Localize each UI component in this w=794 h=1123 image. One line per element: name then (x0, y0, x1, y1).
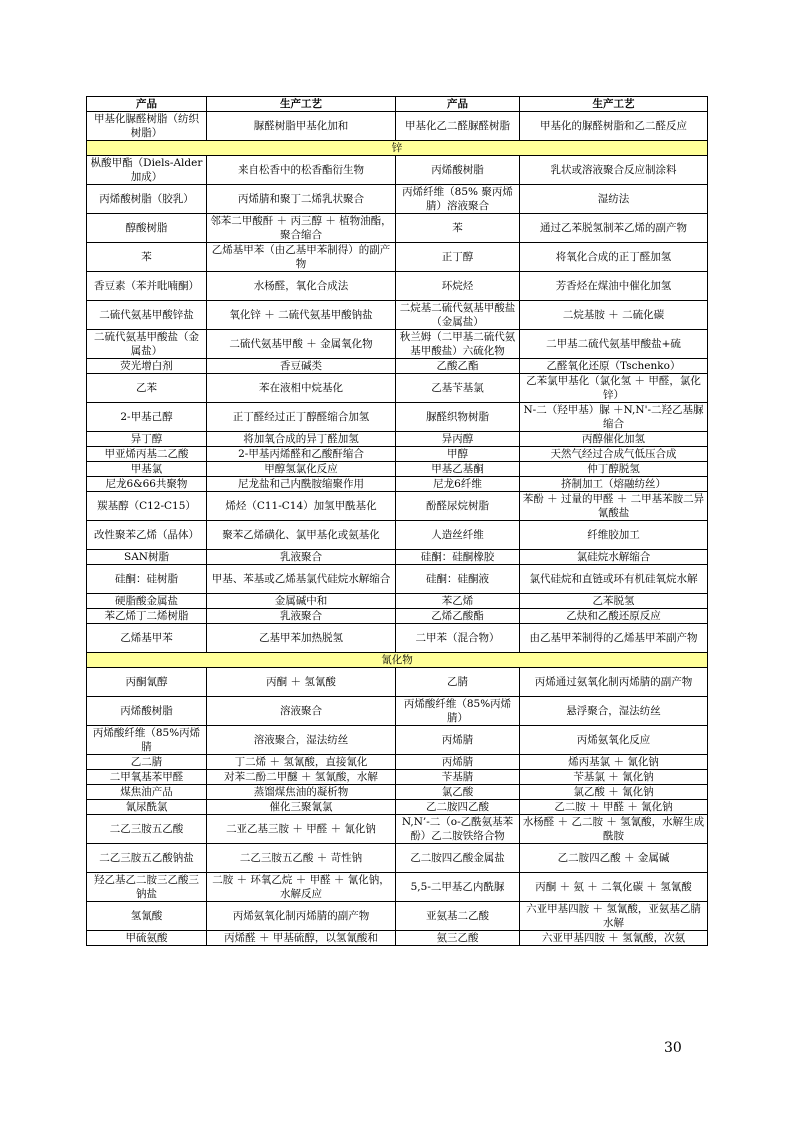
process-cell: 乙二胺四乙酸 ＋ 金属碱 (520, 844, 708, 873)
process-cell: 乙醛氧化还原（Tschenko） (520, 359, 708, 374)
product-cell: 乙烯乙酸酯 (396, 609, 520, 624)
process-cell: 烯烃（C11-C14）加氢甲酰基化 (207, 492, 396, 521)
table-row (87, 330, 708, 359)
product-cell: SAN树脂 (87, 550, 207, 565)
product-cell: 氨三乙酸 (396, 931, 520, 946)
product-cell: 醇酸树脂 (87, 214, 207, 243)
product-cell: 二乙三胺五乙酸钠盐 (87, 844, 207, 873)
product-cell: 5,5-二甲基乙内酰脲 (396, 873, 520, 902)
process-cell: 由乙基甲苯制得的乙烯基甲苯副产物 (520, 624, 708, 653)
process-cell: 六亚甲基四胺 ＋ 氢氰酸，次氨 (520, 931, 708, 946)
process-cell: 乳液聚合 (207, 609, 396, 624)
product-cell: 二甲苯（混合物） (396, 624, 520, 653)
table-row (87, 403, 708, 432)
product-cell: 苯乙烯丁二烯树脂 (87, 609, 207, 624)
product-cell: 改性聚苯乙烯（晶体） (87, 521, 207, 550)
table-row (87, 156, 708, 185)
process-cell: 二胺 ＋ 环氧乙烷 ＋ 甲醛 ＋ 氰化钠，水解反应 (207, 873, 396, 902)
product-cell: 苯 (87, 243, 207, 272)
table-header-row (87, 97, 708, 112)
product-cell: 硅酮：硅酮橡胶 (396, 550, 520, 565)
section-row (87, 653, 708, 668)
process-cell: 乙基甲苯加热脱氢 (207, 624, 396, 653)
product-cell: 丙烯酸树脂 (396, 156, 520, 185)
process-cell: 金属碱中和 (207, 594, 396, 609)
process-cell: 苯在液相中烷基化 (207, 374, 396, 403)
product-cell: 丙烯酸树脂（胶乳） (87, 185, 207, 214)
process-cell: 纤维胶加工 (520, 521, 708, 550)
table-row (87, 359, 708, 374)
process-cell: 氯硅烷水解缩合 (520, 550, 708, 565)
table-row (87, 477, 708, 492)
process-cell: 溶液聚合 (207, 697, 396, 726)
header-product-2: 产品 (396, 97, 520, 112)
product-cell: 氯乙酸 (396, 785, 520, 800)
product-cell: 酚醛尿烷树脂 (396, 492, 520, 521)
table-row (87, 755, 708, 770)
product-cell: 乙二腈 (87, 755, 207, 770)
process-cell: 乳液聚合 (207, 550, 396, 565)
process-cell: 水杨醛 ＋ 乙二胺 ＋ 氢氰酸，水解生成酰胺 (520, 815, 708, 844)
table-row (87, 243, 708, 272)
table-row (87, 301, 708, 330)
process-cell: 尼龙盐和己内酰胺缩聚作用 (207, 477, 396, 492)
process-cell: 二硫代氨基甲酸 ＋ 金属氧化物 (207, 330, 396, 359)
product-cell: 秋兰姆（二甲基二硫代氨基甲酸盐）六硫化物 (396, 330, 520, 359)
product-cell: 香豆素（苯并吡喃酮） (87, 272, 207, 301)
product-cell: 甲硫氨酸 (87, 931, 207, 946)
product-cell: 异丙醇 (396, 432, 520, 447)
process-cell: 将氧化合成的正丁醛加氢 (520, 243, 708, 272)
product-cell: 亚氨基二乙酸 (396, 902, 520, 931)
product-cell: 荧光增白剂 (87, 359, 207, 374)
process-cell: 乙二胺 ＋ 甲醛 ＋ 氰化钠 (520, 800, 708, 815)
table-row (87, 374, 708, 403)
table-row (87, 214, 708, 243)
table-row (87, 550, 708, 565)
process-cell: 溶液聚合，湿法纺丝 (207, 726, 396, 755)
process-cell: 悬浮聚合，湿法纺丝 (520, 697, 708, 726)
product-cell: 丙酮氰醇 (87, 668, 207, 697)
product-cell: 苄基腈 (396, 770, 520, 785)
process-cell: 乳状或溶液聚合反应制涂料 (520, 156, 708, 185)
product-cell: 异丁醇 (87, 432, 207, 447)
process-cell: 催化三聚氰氯 (207, 800, 396, 815)
section-label: 锌 (87, 141, 708, 156)
product-cell: 二硫代氨基甲酸盐（金属盐） (87, 330, 207, 359)
process-cell: 氯代硅烷和直链或环有机硅氧烷水解 (520, 565, 708, 594)
product-cell: 丙烯酸树脂 (87, 697, 207, 726)
product-cell: 煤焦油产品 (87, 785, 207, 800)
product-cell: 硬脂酸金属盐 (87, 594, 207, 609)
table-row (87, 785, 708, 800)
process-cell: 丙烯氨氧化制丙烯腈的副产物 (207, 902, 396, 931)
product-cell: 羟乙基乙二胺三乙酸三钠盐 (87, 873, 207, 902)
process-cell: 乙苯氯甲基化（氯化氢 ＋ 甲醛，氯化锌） (520, 374, 708, 403)
section-row (87, 141, 708, 156)
product-cell: 乙酸乙酯 (396, 359, 520, 374)
process-cell: 仲丁醇脱氢 (520, 462, 708, 477)
section-label: 氰化物 (87, 653, 708, 668)
table-row (87, 873, 708, 902)
header-process-1: 生产工艺 (207, 97, 396, 112)
process-cell: 乙烯基甲苯（由乙基甲苯制得）的副产物 (207, 243, 396, 272)
table-row (87, 770, 708, 785)
process-cell: N-二（羟甲基）脲 ＋N,N'-二羟乙基脲缩合 (520, 403, 708, 432)
product-cell: 氢氰酸 (87, 902, 207, 931)
process-cell: 苄基氯 ＋ 氰化钠 (520, 770, 708, 785)
product-cell: 甲醇 (396, 447, 520, 462)
process-cell: 甲基、苯基或乙烯基氯代硅烷水解缩合 (207, 565, 396, 594)
process-cell: 2-甲基丙烯醛和乙酸酐缩合 (207, 447, 396, 462)
process-cell: 丙醇催化加氢 (520, 432, 708, 447)
table-row (87, 902, 708, 931)
process-cell: 丙烯通过氨氧化制丙烯腈的副产物 (520, 668, 708, 697)
table-row (87, 624, 708, 653)
process-cell: 二乙三胺五乙酸 ＋ 苛性钠 (207, 844, 396, 873)
process-cell: 苯酚 ＋ 过量的甲醛 ＋ 二甲基苯胺二异氰酸盐 (520, 492, 708, 521)
table-row (87, 185, 708, 214)
table-row (87, 815, 708, 844)
process-cell: 香豆碱类 (207, 359, 396, 374)
product-cell: 乙基苄基氯 (396, 374, 520, 403)
table-body (87, 112, 708, 946)
process-cell: 氯乙酸 ＋ 氰化钠 (520, 785, 708, 800)
process-cell: 邻苯二甲酸酐 ＋ 丙三醇 ＋ 植物油酯，聚合缩合 (207, 214, 396, 243)
product-cell: 正丁醇 (396, 243, 520, 272)
product-cell: 二乙三胺五乙酸 (87, 815, 207, 844)
process-cell: 甲基化的脲醛树脂和乙二醛反应 (520, 112, 708, 141)
table-row (87, 432, 708, 447)
process-cell: 丁二烯 ＋ 氢氰酸，直接氰化 (207, 755, 396, 770)
product-cell: 甲亚烯丙基二乙酸 (87, 447, 207, 462)
table-row (87, 112, 708, 141)
product-cell: 二烷基二硫代氨基甲酸盐（金属盐） (396, 301, 520, 330)
table-row (87, 594, 708, 609)
product-cell: 甲基化脲醛树脂（纺织树脂） (87, 112, 207, 141)
table-row (87, 726, 708, 755)
product-cell: 乙苯 (87, 374, 207, 403)
process-cell: 挤制加工（熔融纺丝） (520, 477, 708, 492)
product-cell: 乙二胺四乙酸金属盐 (396, 844, 520, 873)
table-row (87, 521, 708, 550)
process-cell: 丙烯醛 ＋ 甲基硫醇，以氢氰酸和 (207, 931, 396, 946)
table-row (87, 272, 708, 301)
process-cell: 将加氧合成的异丁醛加氢 (207, 432, 396, 447)
product-cell: 苯 (396, 214, 520, 243)
table-row (87, 492, 708, 521)
table-row (87, 931, 708, 946)
process-cell: 通过乙苯脱氢制苯乙烯的副产物 (520, 214, 708, 243)
process-cell: 二烷基胺 ＋ 二硫化碳 (520, 301, 708, 330)
product-cell: 丙烯酸纤维（85%丙烯腈） (396, 697, 520, 726)
process-cell: 正丁醛经过正丁醇醛缩合加氢 (207, 403, 396, 432)
product-cell: 尼龙6纤维 (396, 477, 520, 492)
process-cell: 二甲基二硫代氨基甲酸盐+硫 (520, 330, 708, 359)
process-cell: 丙酮 ＋ 氨 ＋ 二氧化碳 ＋ 氢氰酸 (520, 873, 708, 902)
product-cell: 环烷烃 (396, 272, 520, 301)
product-process-table (86, 96, 708, 946)
process-cell: 丙烯腈和聚丁二烯乳状聚合 (207, 185, 396, 214)
process-cell: 湿纺法 (520, 185, 708, 214)
table-row (87, 462, 708, 477)
table-row (87, 800, 708, 815)
table-row (87, 844, 708, 873)
process-cell: 乙苯脱氢 (520, 594, 708, 609)
process-cell: 对苯二酚二甲醚 ＋ 氢氰酸，水解 (207, 770, 396, 785)
process-cell: 丙酮 ＋ 氢氰酸 (207, 668, 396, 697)
process-cell: 脲醛树脂甲基化加和 (207, 112, 396, 141)
product-cell: 硅酮：硅酮液 (396, 565, 520, 594)
product-cell: 硅酮：硅树脂 (87, 565, 207, 594)
product-cell: 枞酸甲酯（Diels-Alder加成） (87, 156, 207, 185)
product-cell: 苯乙烯 (396, 594, 520, 609)
product-cell: 羰基醇（C12-C15） (87, 492, 207, 521)
process-cell: 烯丙基氯 ＋ 氰化钠 (520, 755, 708, 770)
table-row (87, 668, 708, 697)
product-cell: 尼龙6&66共聚物 (87, 477, 207, 492)
process-cell: 丙烯氨氧化反应 (520, 726, 708, 755)
product-cell: 丙烯腈 (396, 726, 520, 755)
process-cell: 天然气经过合成气低压合成 (520, 447, 708, 462)
process-cell: 来自松香中的松香酯衍生物 (207, 156, 396, 185)
product-cell: 二硫代氨基甲酸锌盐 (87, 301, 207, 330)
table-row (87, 447, 708, 462)
product-cell: 二甲氧基苯甲醛 (87, 770, 207, 785)
product-cell: 乙二胺四乙酸 (396, 800, 520, 815)
process-cell: 芳香烃在煤油中催化加氢 (520, 272, 708, 301)
product-cell: 甲基化乙二醛脲醛树脂 (396, 112, 520, 141)
page-number: 30 (664, 1040, 682, 1056)
table-row (87, 565, 708, 594)
process-cell: 二亚乙基三胺 ＋ 甲醛 ＋ 氰化钠 (207, 815, 396, 844)
product-cell: 乙腈 (396, 668, 520, 697)
process-cell: 蒸馏煤焦油的凝析物 (207, 785, 396, 800)
process-cell: 水杨醛，氧化合成法 (207, 272, 396, 301)
process-cell: 六亚甲基四胺 ＋ 氢氰酸，亚氨基乙腈水解 (520, 902, 708, 931)
process-cell: 聚苯乙烯磺化、氯甲基化或氨基化 (207, 521, 396, 550)
product-cell: 丙烯酸纤维（85%丙烯腈 (87, 726, 207, 755)
table-row (87, 609, 708, 624)
product-cell: 2-甲基己醇 (87, 403, 207, 432)
process-cell: 氧化锌 ＋ 二硫代氨基甲酸钠盐 (207, 301, 396, 330)
process-cell: 乙炔和乙酸还原反应 (520, 609, 708, 624)
table-row (87, 697, 708, 726)
process-cell: 甲醇氢氯化反应 (207, 462, 396, 477)
product-cell: N,N’-二（o-乙酰氨基苯酚）乙二胺铁络合物 (396, 815, 520, 844)
product-cell: 氰尿酰氯 (87, 800, 207, 815)
header-process-2: 生产工艺 (520, 97, 708, 112)
product-cell: 脲醛织物树脂 (396, 403, 520, 432)
product-cell: 乙烯基甲苯 (87, 624, 207, 653)
product-cell: 甲基氯 (87, 462, 207, 477)
product-cell: 人造丝纤维 (396, 521, 520, 550)
product-cell: 丙烯腈 (396, 755, 520, 770)
product-cell: 甲基乙基酮 (396, 462, 520, 477)
product-cell: 丙烯纤维（85% 聚丙烯腈）溶液聚合 (396, 185, 520, 214)
header-product-1: 产品 (87, 97, 207, 112)
